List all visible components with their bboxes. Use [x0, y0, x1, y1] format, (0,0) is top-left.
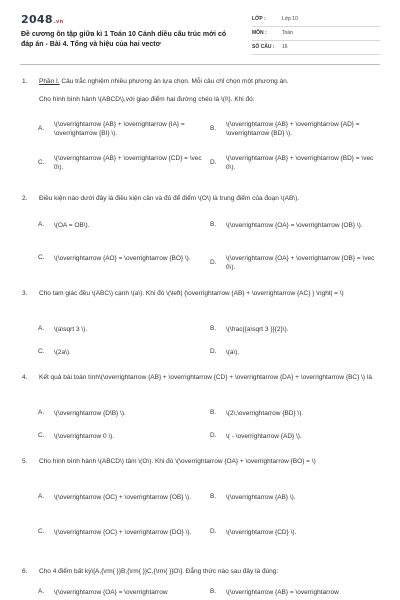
question-number: 4. — [22, 374, 28, 381]
option-text: \(\frac{{a\sqrt 3 }}{2}\). — [225, 326, 289, 333]
question-text — [39, 78, 379, 87]
part-label: Phần I. — [39, 78, 60, 85]
header-divider — [20, 64, 380, 65]
meta-key: MÔN : — [252, 30, 267, 37]
option-a[interactable] — [38, 493, 203, 502]
option-letter: C. — [38, 432, 45, 440]
option-letter: C. — [38, 254, 45, 262]
option-c[interactable] — [38, 154, 203, 173]
option-b[interactable] — [210, 409, 375, 418]
part-instruction: Câu trắc nghiệm nhiều phương án lựa chọn. Mỗi câu chỉ chọn một phương án. — [59, 78, 289, 85]
option-text: \(\overrightarrow {CD} \). — [225, 529, 297, 536]
question-text: Cho 4 điểm bất kỳ\[A,{\rm{ }}B,{\rm{ }}C,{\rm{ }}O\]. Đẳng thức nào sau đây là đúng: — [39, 568, 279, 575]
option-letter: B. — [210, 125, 217, 133]
question-number: 2. — [22, 195, 28, 202]
option-letter: A. — [38, 493, 45, 501]
option-b[interactable] — [210, 493, 375, 502]
option-letter: A. — [38, 221, 45, 229]
option-letter: C. — [38, 528, 45, 536]
option-c[interactable] — [38, 528, 203, 537]
meta-row-subject — [252, 27, 380, 41]
meta-value: Toán — [282, 30, 293, 37]
logo-suffix: .vn — [53, 19, 64, 25]
option-text: \(2\,\overrightarrow {BD} \). — [225, 410, 304, 417]
option-d[interactable] — [210, 528, 375, 537]
option-text: \(\overrightarrow {OA} = \overrightarrow {OB} \). — [225, 222, 363, 229]
option-d[interactable] — [210, 432, 375, 441]
option-text: \( - \overrightarrow {AD} \). — [225, 433, 302, 440]
option-c[interactable] — [38, 432, 203, 441]
option-text: \(\overrightarrow {OC} + \overrightarrow {DO} \). — [53, 529, 192, 536]
option-letter: D. — [210, 159, 217, 167]
option-text: \(\overrightarrow 0 \). — [53, 433, 115, 440]
option-letter: B. — [210, 409, 217, 417]
option-b[interactable] — [210, 120, 375, 139]
option-text: \(\overrightarrow {OA} + \overrightarrow {OB} = \vec 0\). — [225, 255, 375, 272]
option-text: \(\overrightarrow {AB} + \overrightarrow {AD} = \overrightarrow {BD} \). — [225, 121, 360, 138]
option-d[interactable] — [210, 154, 375, 173]
option-letter: B. — [210, 588, 217, 596]
option-letter: C. — [38, 348, 45, 356]
question-number: 1. — [22, 78, 28, 85]
option-text: \(\overrightarrow {D\B} \). — [53, 410, 126, 417]
logo-text: 2048 — [21, 13, 53, 26]
meta-key: SỐ CÂU : — [252, 44, 275, 51]
option-b[interactable] — [210, 325, 375, 334]
option-b[interactable] — [210, 588, 375, 597]
option-a[interactable] — [38, 120, 203, 139]
option-letter: A. — [38, 325, 45, 333]
question-stem: Cho hình bình hành \(ABCD\),với giao điểm hai đường chéo là \(I\). Khi đó: — [39, 96, 255, 103]
option-text: \(\overrightarrow {AB} = \overrightarrow — [225, 589, 339, 596]
option-d[interactable] — [210, 348, 375, 357]
option-text: \(\overrightarrow {AB} + \overrightarrow {BD} = \vec 0\). — [225, 155, 374, 172]
option-letter: B. — [210, 221, 217, 229]
meta-row-count — [252, 41, 380, 55]
option-letter: B. — [210, 325, 217, 333]
option-a[interactable] — [38, 221, 203, 230]
option-letter: A. — [38, 588, 45, 596]
meta-row-class — [252, 13, 380, 27]
question-number: 5. — [22, 458, 28, 465]
option-text: \(2a\). — [53, 349, 71, 356]
question-text: Kết quả bài toán tính\(\overrightarrow {AB} + \overrightarrow {CD} + \overrightarrow {DA} + \overrightarrow {BC} \) là — [39, 374, 372, 381]
option-letter: D. — [210, 528, 217, 536]
option-letter: A. — [38, 409, 45, 417]
option-letter: B. — [210, 493, 217, 501]
question-number: 3. — [22, 290, 28, 297]
site-logo[interactable] — [21, 13, 63, 28]
option-text: \(a\). — [225, 349, 240, 356]
option-text: \(\overrightarrow {AO} = \overrightarrow {BO} \). — [53, 255, 191, 262]
meta-value: Lớp 10 — [282, 16, 298, 23]
option-letter: D. — [210, 432, 217, 440]
option-a[interactable] — [38, 409, 203, 418]
option-text: \(\overrightarrow {AB} \). — [225, 494, 296, 501]
option-text: \(\overrightarrow {AB} + \overrightarrow {CD} = \vec 0\). — [53, 155, 202, 172]
option-letter: D. — [210, 348, 217, 356]
question-number: 6. — [22, 568, 28, 575]
option-letter: C. — [38, 159, 45, 167]
meta-table — [252, 13, 380, 55]
meta-key: LỚP : — [252, 16, 266, 23]
document-header — [0, 0, 400, 62]
question-text: Cho tam giác đều \(ABC\) cạnh \(a\). Khi đó \(\left| {\overrightarrow {AB} + \overrightarrow {AC} } \right| = \) — [39, 290, 344, 297]
option-text: \(\overrightarrow {OC} + \overrightarrow {OB} \). — [53, 494, 191, 501]
option-text: \(OA = OB\). — [53, 222, 90, 229]
meta-value: 16 — [282, 44, 288, 51]
option-a[interactable] — [38, 325, 203, 334]
option-letter: A. — [38, 125, 45, 133]
option-c[interactable] — [38, 348, 203, 357]
question-text: Điều kiện nào dưới đây là điều kiện cần và đủ để điểm \(O\) là trung điểm của đoạn \(AB\). — [39, 195, 300, 202]
option-text: \(\overrightarrow {AB} + \overrightarrow {IA} = \overrightarrow {BI} \). — [53, 121, 185, 138]
option-b[interactable] — [210, 221, 375, 230]
option-text: \(a\sqrt 3 \). — [53, 326, 88, 333]
option-d[interactable] — [210, 254, 375, 273]
option-text: \(\overrightarrow {OA} = \overrightarrow — [53, 589, 168, 596]
option-letter: D. — [210, 259, 217, 267]
option-a[interactable] — [38, 588, 203, 597]
question-text: Cho hình bình hành \(ABCD\) tâm \(O\). Khi đó \(\overrightarrow {OA} + \overrightarrow {BO} = \) — [39, 458, 316, 465]
option-c[interactable] — [38, 254, 203, 263]
document-title: Đề cương ôn tập giữa kì 1 Toán 10 Cánh diều cấu trúc mới có đáp án - Bài 4. Tổng và hiệu của hai vectơ — [21, 31, 227, 48]
